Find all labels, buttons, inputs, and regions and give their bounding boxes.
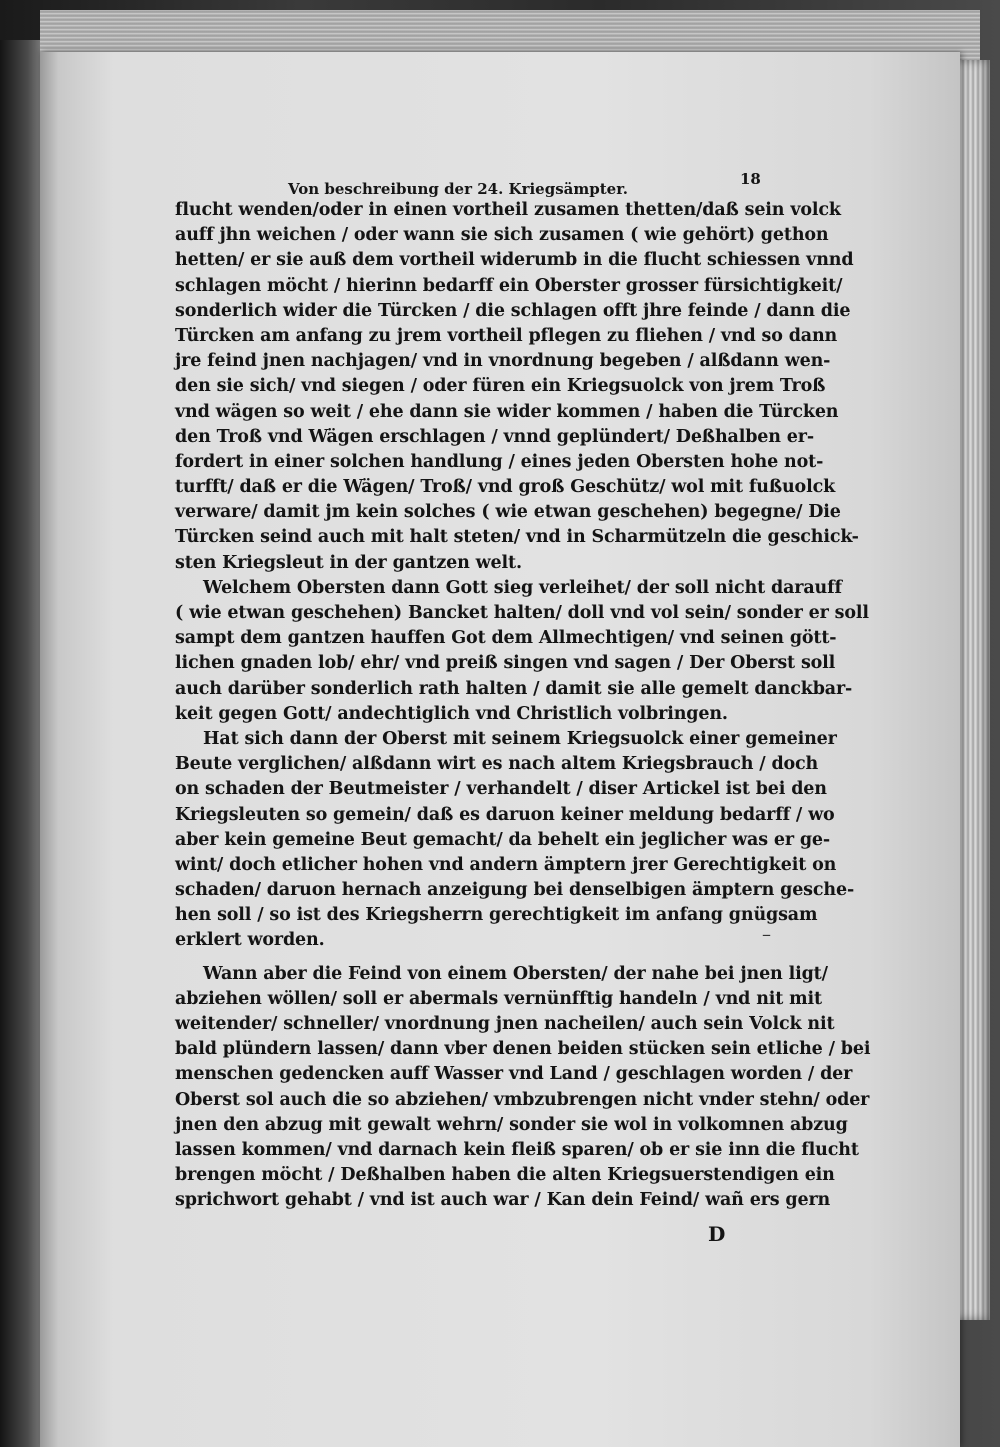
text-line: sampt dem gantzen hauffen Got dem Allmechtigen/ vnd seinen gött- [175,628,837,649]
text-line: flucht wenden/oder in einen vortheil zusamen thetten/daß sein volck [175,200,841,220]
text-line: verware/ damit jm kein solches ( wie etwan geschehen) begegne/ Die [175,502,841,523]
text-line: weitender/ schneller/ vnordnung jnen nacheilen/ auch sein Volck nit [175,1014,835,1034]
text-line: abziehen wöllen/ soll er abermals vernünfftig handeln / vnd nit mit [175,988,822,1009]
text-line: brengen möcht / Deßhalben haben die alten Kriegsuerstendigen ein [175,1165,835,1186]
text-line: Kriegsleuten so gemein/ daß es daruon keiner meldung bedarff / wo [175,804,835,825]
running-header: Von beschreibung der 24. Kriegsämpter. [288,180,628,198]
text-line: schaden/ daruon hernach anzeigung bei denselbigen ämptern gesche- [175,880,855,901]
text-line: schlagen möcht / hierinn bedarff ein Oberster grosser fürsichtigkeit/ [175,275,843,296]
text-line: turfft/ daß er die Wägen/ Troß/ vnd groß Geschütz/ wol mit fußuolck [175,477,836,498]
text-line: on schaden der Beutmeister / verhandelt / diser Artickel ist bei den [175,779,827,800]
text-line: den sie sich/ vnd siegen / oder füren ein Kriegsuolck von jrem Troß [175,376,826,397]
text-line: jre feind jnen nachjagen/ vnd in vnordnung begeben / alßdann wen- [175,351,831,372]
text-line: keit gegen Gott/ andechtiglich vnd Christlich volbringen. [175,703,728,724]
text-line: Wann aber die Feind von einem Obersten/ der nahe bei jnen ligt/ [203,963,828,984]
text-line: lichen gnaden lob/ ehr/ vnd preiß singen vnd sagen / Der Oberst soll [175,653,836,674]
text-line: Beute verglichen/ alßdann wirt es nach altem Kriegsbrauch / doch [175,754,819,775]
text-line: Welchem Obersten dann Gott sieg verleihet/ der soll nicht darauff [203,577,842,598]
text-line: sonderlich wider die Türcken / die schlagen offt jhre feinde / dann die [175,300,851,321]
text-line: fordert in einer solchen handlung / eines jeden Obersten hohe not- [175,451,824,472]
text-line: bald plündern lassen/ dann vber denen beiden stücken sein etliche / bei [175,1039,871,1060]
text-line: ( wie etwan geschehen) Bancket halten/ doll vnd vol sein/ sonder er soll [175,603,869,623]
text-line: erklert worden. [175,930,325,951]
text-line: hen soll / so ist des Kriegsherrn gerechtigkeit im anfang gnügsam [175,905,818,926]
text-line: sten Kriegsleut in der gantzen welt. [175,552,522,573]
text-line: Türcken am anfang zu jrem vortheil pflegen zu fliehen / vnd so dann [175,325,838,346]
paragraph-gap [175,954,775,962]
text-line: menschen gedencken auff Wasser vnd Land / geschlagen worden / der [175,1064,853,1085]
text-line: auff jhn weichen / oder wann sie sich zusamen ( wie gehört) gethon [175,225,829,246]
text-line: lassen kommen/ vnd darnach kein fleiß sparen/ ob er sie inn die flucht [175,1139,859,1160]
signature-mark: D [708,1222,726,1246]
text-line: jnen den abzug mit gewalt wehrn/ sonder sie wol in volkomnen abzug [175,1114,848,1135]
text-line: wint/ doch etlicher hohen vnd andern ämptern jrer Gerechtigkeit on [175,854,837,875]
text-line: vnd wägen so weit / ehe dann sie wider kommen / haben die Türcken [175,401,839,422]
text-line: den Troß vnd Wägen erschlagen / vnnd geplündert/ Deßhalben er- [175,426,814,447]
text-line: Hat sich dann der Oberst mit seinem Kriegsuolck einer gemeiner [203,728,837,749]
text-line: auch darüber sonderlich rath halten / damit sie alle gemelt danckbar- [175,678,853,699]
page-number: 18 [740,170,761,188]
text-line: sprichwort gehabt / vnd ist auch war / Kan dein Feind/ wañ ers gern [175,1190,831,1211]
margin-mark: – [762,924,771,945]
text-line: aber kein gemeine Beut gemacht/ da behelt ein jeglicher was er ge- [175,829,831,850]
text-line: Oberst sol auch die so abziehen/ vmbzubrengen nicht vnder stehn/ oder [175,1089,870,1110]
text-line: Türcken seind auch mit halt steten/ vnd in Scharmützeln die geschick- [175,527,859,548]
body-text [175,198,871,1214]
text-line: hetten/ er sie auß dem vortheil widerumb in die flucht schiessen vnnd [175,250,854,271]
